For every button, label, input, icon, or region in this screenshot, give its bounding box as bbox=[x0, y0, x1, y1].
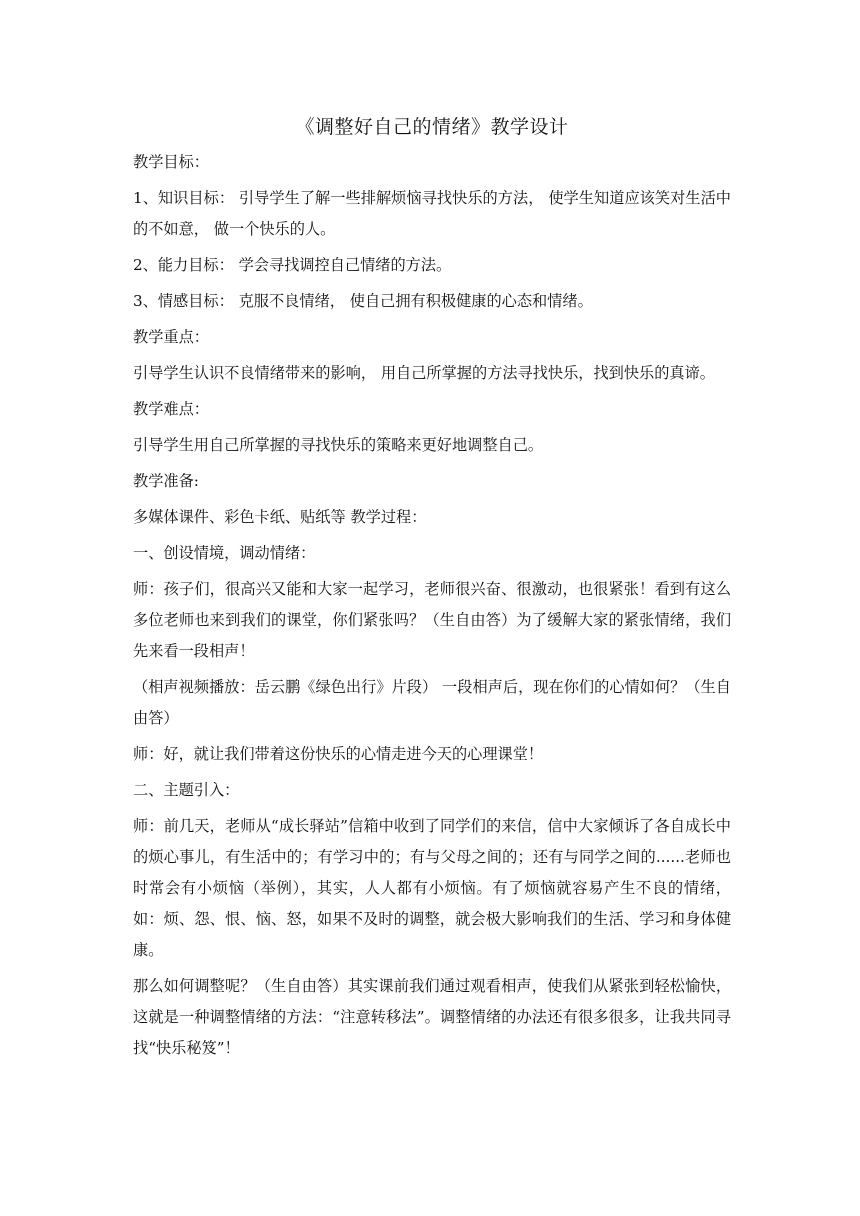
crosstalk-video-paragraph: （相声视频播放：岳云鹏《绿色出行》片段） 一段相声后，现在你们的心情如何？（生自由答） bbox=[133, 678, 731, 727]
difficulties-text: 引导学生用自己所掌握的寻找快乐的策略来更好地调整自己。 bbox=[133, 436, 544, 454]
document-body bbox=[133, 112, 731, 1069]
ability-objective: 2、能力目标： 学会寻找调控自己情绪的方法。 bbox=[133, 256, 452, 274]
section-heading-objectives: 教学目标： bbox=[133, 153, 209, 171]
adjust-emotion-paragraph: 那么如何调整呢？（生自由答）其实课前我们通过观看相声，使我们从紧张到轻松愉快，这就是一种调整情绪的方法：“注意转移法”。调整情绪的办法还有很多很多，让我共同寻找“快乐秘笈”！ bbox=[133, 977, 731, 1057]
section-heading-preparation: 教学准备: bbox=[133, 472, 199, 490]
teacher-transition-paragraph: 师：好，就让我们带着这份快乐的心情走进今天的心理课堂！ bbox=[133, 745, 544, 763]
section-heading-difficulties: 教学难点： bbox=[133, 400, 209, 418]
section-heading-key-points: 教学重点： bbox=[133, 328, 209, 346]
section-heading-part-two: 二、主题引入： bbox=[133, 781, 240, 799]
document-title: 《调整好自己的情绪》教学设计 bbox=[295, 116, 569, 138]
section-heading-part-one: 一、创设情境，调动情绪： bbox=[133, 544, 316, 562]
preparation-text: 多媒体课件、彩色卡纸、贴纸等 教学过程： bbox=[133, 508, 427, 526]
theme-intro-paragraph: 师：前几天，老师从“成长驿站”信箱中收到了同学们的来信，信中大家倾诉了各自成长中的烦心事儿，有生活中的；有学习中的；有与父母之间的；还有与同学之间的......老师也时常会有小烦恼（举例），其实，人人都有小烦恼。有了烦恼就容易产生不良的情绪，如：烦、怨、恨、恼、怒，如果不及时的调整，就会极大影响我们的生活、学习和身体健康。 bbox=[133, 817, 731, 959]
knowledge-objective: 1、知识目标： 引导学生了解一些排解烦恼寻找快乐的方法， 使学生知道应该笑对生活中的不如意， 做一个快乐的人。 bbox=[133, 189, 731, 238]
key-points-text: 引导学生认识不良情绪带来的影响， 用自己所掌握的方法寻找快乐，找到快乐的真谛。 bbox=[133, 364, 715, 382]
emotion-objective: 3、情感目标： 克服不良情绪， 使自己拥有积极健康的心态和情绪。 bbox=[133, 292, 593, 310]
teacher-intro-paragraph: 师：孩子们，很高兴又能和大家一起学习，老师很兴奋、很激动，也很紧张！看到有这么多位老师也来到我们的课堂，你们紧张吗？（生自由答）为了缓解大家的紧张情绪，我们先来看一段相声！ bbox=[133, 580, 731, 660]
